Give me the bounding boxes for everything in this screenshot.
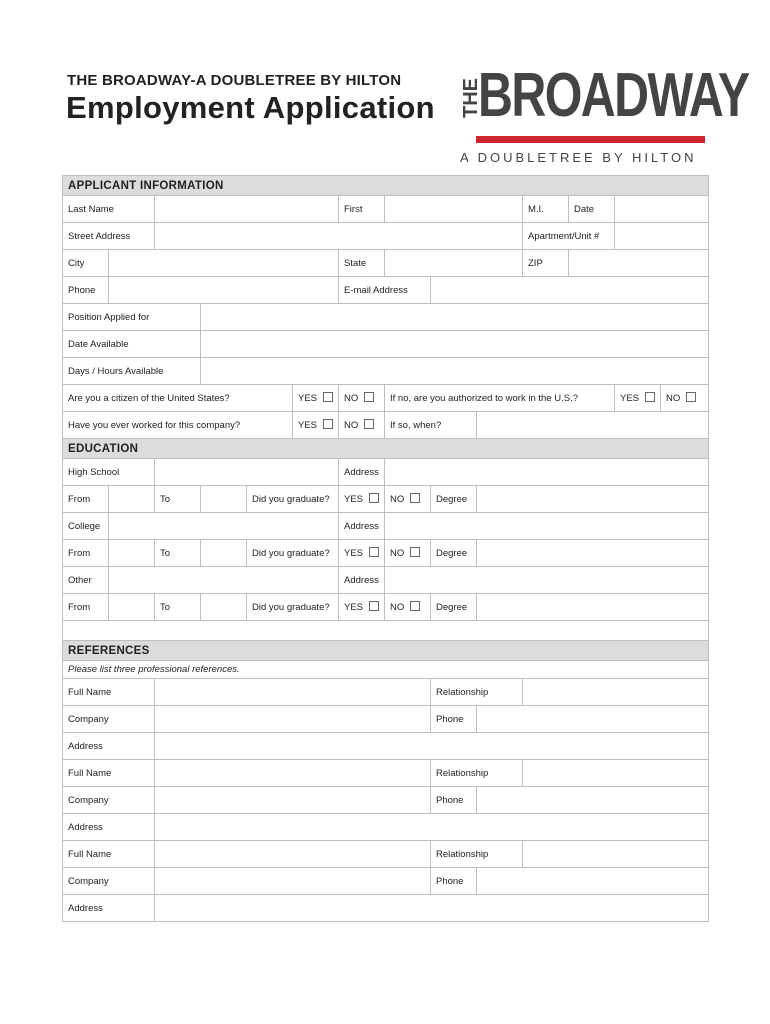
street-row	[63, 223, 709, 250]
ref2-address-row	[63, 814, 709, 841]
company-heading: THE BROADWAY-A DOUBLETREE BY HILTON	[67, 72, 402, 89]
ref3-full-name-field[interactable]	[155, 841, 431, 868]
ref1-name-row	[63, 679, 709, 706]
ref3-company-label: Company	[63, 868, 155, 895]
college-grad-no-label: NO	[390, 548, 405, 559]
citizen-yes[interactable]	[293, 385, 339, 412]
date-field[interactable]	[615, 196, 709, 223]
logo-the-text: THE	[460, 78, 482, 118]
college-grad-yes[interactable]	[339, 540, 385, 567]
ref2-phone-label: Phone	[431, 787, 477, 814]
apartment-field[interactable]	[615, 223, 709, 250]
hs-grad-yes-label: YES	[344, 494, 364, 505]
logo-name-text: BROADWAY	[478, 61, 749, 130]
authorized-no-label: NO	[666, 393, 681, 404]
other-degree-field[interactable]	[477, 594, 709, 621]
street-address-label: Street Address	[63, 223, 155, 250]
if-so-field[interactable]	[477, 412, 709, 439]
other-degree-label: Degree	[431, 594, 477, 621]
checkbox-icon[interactable]	[369, 547, 379, 557]
references-section-header	[63, 641, 709, 661]
citizen-row	[63, 385, 709, 412]
other-label: Other	[63, 567, 109, 594]
ref2-name-row	[63, 760, 709, 787]
worked-row	[63, 412, 709, 439]
ref1-full-name-field[interactable]	[155, 679, 431, 706]
other-graduate-question: Did you graduate?	[247, 594, 339, 621]
worked-no-label: NO	[344, 420, 359, 431]
other-grad-no[interactable]	[385, 594, 431, 621]
other-grad-yes[interactable]	[339, 594, 385, 621]
citizen-no-label: NO	[344, 393, 359, 404]
college-to-label: To	[155, 540, 201, 567]
street-address-field[interactable]	[155, 223, 523, 250]
date-available-label: Date Available	[63, 331, 201, 358]
email-field[interactable]	[431, 277, 709, 304]
ref1-company-field[interactable]	[155, 706, 431, 733]
first-name-field[interactable]	[385, 196, 523, 223]
days-hours-label: Days / Hours Available	[63, 358, 201, 385]
college-from-field[interactable]	[109, 540, 155, 567]
hs-degree-field[interactable]	[477, 486, 709, 513]
worked-question: Have you ever worked for this company?	[63, 412, 293, 439]
ref3-address-label: Address	[63, 895, 155, 922]
ref2-full-name-field[interactable]	[155, 760, 431, 787]
hs-grad-no[interactable]	[385, 486, 431, 513]
days-hours-field[interactable]	[201, 358, 709, 385]
other-dates-row	[63, 594, 709, 621]
education-heading: EDUCATION	[63, 439, 709, 459]
apartment-label: Apartment/Unit #	[523, 223, 615, 250]
position-label: Position Applied for	[63, 304, 201, 331]
references-note-row	[63, 661, 709, 679]
hs-to-label: To	[155, 486, 201, 513]
mi-label: M.I.	[523, 196, 569, 223]
ref3-company-row	[63, 868, 709, 895]
ref1-relationship-field[interactable]	[523, 679, 709, 706]
college-to-field[interactable]	[201, 540, 247, 567]
checkbox-icon[interactable]	[410, 547, 420, 557]
checkbox-icon[interactable]	[410, 493, 420, 503]
state-field[interactable]	[385, 250, 523, 277]
logo-red-bar	[476, 136, 705, 143]
city-label: City	[63, 250, 109, 277]
authorized-yes-label: YES	[620, 393, 640, 404]
ref1-address-row	[63, 733, 709, 760]
ref3-relationship-label: Relationship	[431, 841, 523, 868]
college-degree-label: Degree	[431, 540, 477, 567]
checkbox-icon[interactable]	[323, 419, 333, 429]
ref3-phone-field[interactable]	[477, 868, 709, 895]
hs-from-label: From	[63, 486, 109, 513]
applicant-section-header	[63, 176, 709, 196]
email-label: E-mail Address	[339, 277, 431, 304]
ref2-company-label: Company	[63, 787, 155, 814]
position-field[interactable]	[201, 304, 709, 331]
high-school-row	[63, 459, 709, 486]
form-table	[62, 175, 709, 922]
hs-degree-label: Degree	[431, 486, 477, 513]
ref2-phone-field[interactable]	[477, 787, 709, 814]
high-school-field[interactable]	[155, 459, 339, 486]
worked-yes[interactable]	[293, 412, 339, 439]
college-grad-no[interactable]	[385, 540, 431, 567]
college-grad-yes-label: YES	[344, 548, 364, 559]
name-row	[63, 196, 709, 223]
other-to-field[interactable]	[201, 594, 247, 621]
checkbox-icon[interactable]	[369, 493, 379, 503]
college-degree-field[interactable]	[477, 540, 709, 567]
ref3-phone-label: Phone	[431, 868, 477, 895]
other-grad-yes-label: YES	[344, 602, 364, 613]
ref2-relationship-label: Relationship	[431, 760, 523, 787]
broadway-logo	[460, 61, 749, 165]
other-from-label: From	[63, 594, 109, 621]
college-field[interactable]	[109, 513, 339, 540]
ref1-full-name-label: Full Name	[63, 679, 155, 706]
checkbox-icon[interactable]	[645, 392, 655, 402]
checkbox-icon[interactable]	[686, 392, 696, 402]
citizen-yes-label: YES	[298, 393, 318, 404]
ref2-address-field[interactable]	[155, 814, 709, 841]
ref2-company-field[interactable]	[155, 787, 431, 814]
ref1-address-label: Address	[63, 733, 155, 760]
last-name-field[interactable]	[155, 196, 339, 223]
first-name-label: First	[339, 196, 385, 223]
references-heading: REFERENCES	[63, 641, 709, 661]
authorized-question: If no, are you authorized to work in the U.S.?	[385, 385, 615, 412]
city-row	[63, 250, 709, 277]
ref3-name-row	[63, 841, 709, 868]
other-address-field[interactable]	[385, 567, 709, 594]
hs-address-label: Address	[339, 459, 385, 486]
ref1-address-field[interactable]	[155, 733, 709, 760]
checkbox-icon[interactable]	[364, 392, 374, 402]
ref2-address-label: Address	[63, 814, 155, 841]
other-from-field[interactable]	[109, 594, 155, 621]
other-field[interactable]	[109, 567, 339, 594]
worked-yes-label: YES	[298, 420, 318, 431]
application-form	[62, 175, 708, 922]
checkbox-icon[interactable]	[323, 392, 333, 402]
logo-tagline: A DOUBLETREE BY HILTON	[460, 150, 697, 165]
ref3-relationship-field[interactable]	[523, 841, 709, 868]
if-so-label: If so, when?	[385, 412, 477, 439]
ref1-company-row	[63, 706, 709, 733]
ref2-company-row	[63, 787, 709, 814]
college-graduate-question: Did you graduate?	[247, 540, 339, 567]
ref2-relationship-field[interactable]	[523, 760, 709, 787]
ref3-full-name-label: Full Name	[63, 841, 155, 868]
zip-label: ZIP	[523, 250, 569, 277]
ref3-company-field[interactable]	[155, 868, 431, 895]
hs-grad-yes[interactable]	[339, 486, 385, 513]
phone-field[interactable]	[109, 277, 339, 304]
applicant-heading: APPLICANT INFORMATION	[63, 176, 709, 196]
phone-label: Phone	[63, 277, 109, 304]
date-available-field[interactable]	[201, 331, 709, 358]
worked-no[interactable]	[339, 412, 385, 439]
authorized-yes[interactable]	[615, 385, 661, 412]
ref1-phone-field[interactable]	[477, 706, 709, 733]
college-address-field[interactable]	[385, 513, 709, 540]
last-name-label: Last Name	[63, 196, 155, 223]
checkbox-icon[interactable]	[369, 601, 379, 611]
ref1-phone-label: Phone	[431, 706, 477, 733]
state-label: State	[339, 250, 385, 277]
education-spacer	[63, 621, 709, 641]
hs-grad-no-label: NO	[390, 494, 405, 505]
checkbox-icon[interactable]	[364, 419, 374, 429]
other-grad-no-label: NO	[390, 602, 405, 613]
college-dates-row	[63, 540, 709, 567]
date-label: Date	[569, 196, 615, 223]
other-to-label: To	[155, 594, 201, 621]
hs-from-field[interactable]	[109, 486, 155, 513]
hs-dates-row	[63, 486, 709, 513]
zip-field[interactable]	[569, 250, 709, 277]
college-address-label: Address	[339, 513, 385, 540]
references-note: Please list three professional references.	[63, 661, 709, 679]
ref2-full-name-label: Full Name	[63, 760, 155, 787]
hs-address-field[interactable]	[385, 459, 709, 486]
other-row	[63, 567, 709, 594]
other-address-label: Address	[339, 567, 385, 594]
college-from-label: From	[63, 540, 109, 567]
authorized-no[interactable]	[661, 385, 709, 412]
high-school-label: High School	[63, 459, 155, 486]
ref3-address-row	[63, 895, 709, 922]
checkbox-icon[interactable]	[410, 601, 420, 611]
days-hours-row	[63, 358, 709, 385]
citizen-question: Are you a citizen of the United States?	[63, 385, 293, 412]
citizen-no[interactable]	[339, 385, 385, 412]
city-field[interactable]	[109, 250, 339, 277]
position-row	[63, 304, 709, 331]
hs-graduate-question: Did you graduate?	[247, 486, 339, 513]
ref1-relationship-label: Relationship	[431, 679, 523, 706]
college-row	[63, 513, 709, 540]
hs-to-field[interactable]	[201, 486, 247, 513]
college-label: College	[63, 513, 109, 540]
phone-row	[63, 277, 709, 304]
ref3-address-field[interactable]	[155, 895, 709, 922]
page-title: Employment Application	[66, 90, 435, 125]
ref1-company-label: Company	[63, 706, 155, 733]
blank-cell	[63, 621, 709, 641]
date-available-row	[63, 331, 709, 358]
education-section-header	[63, 439, 709, 459]
